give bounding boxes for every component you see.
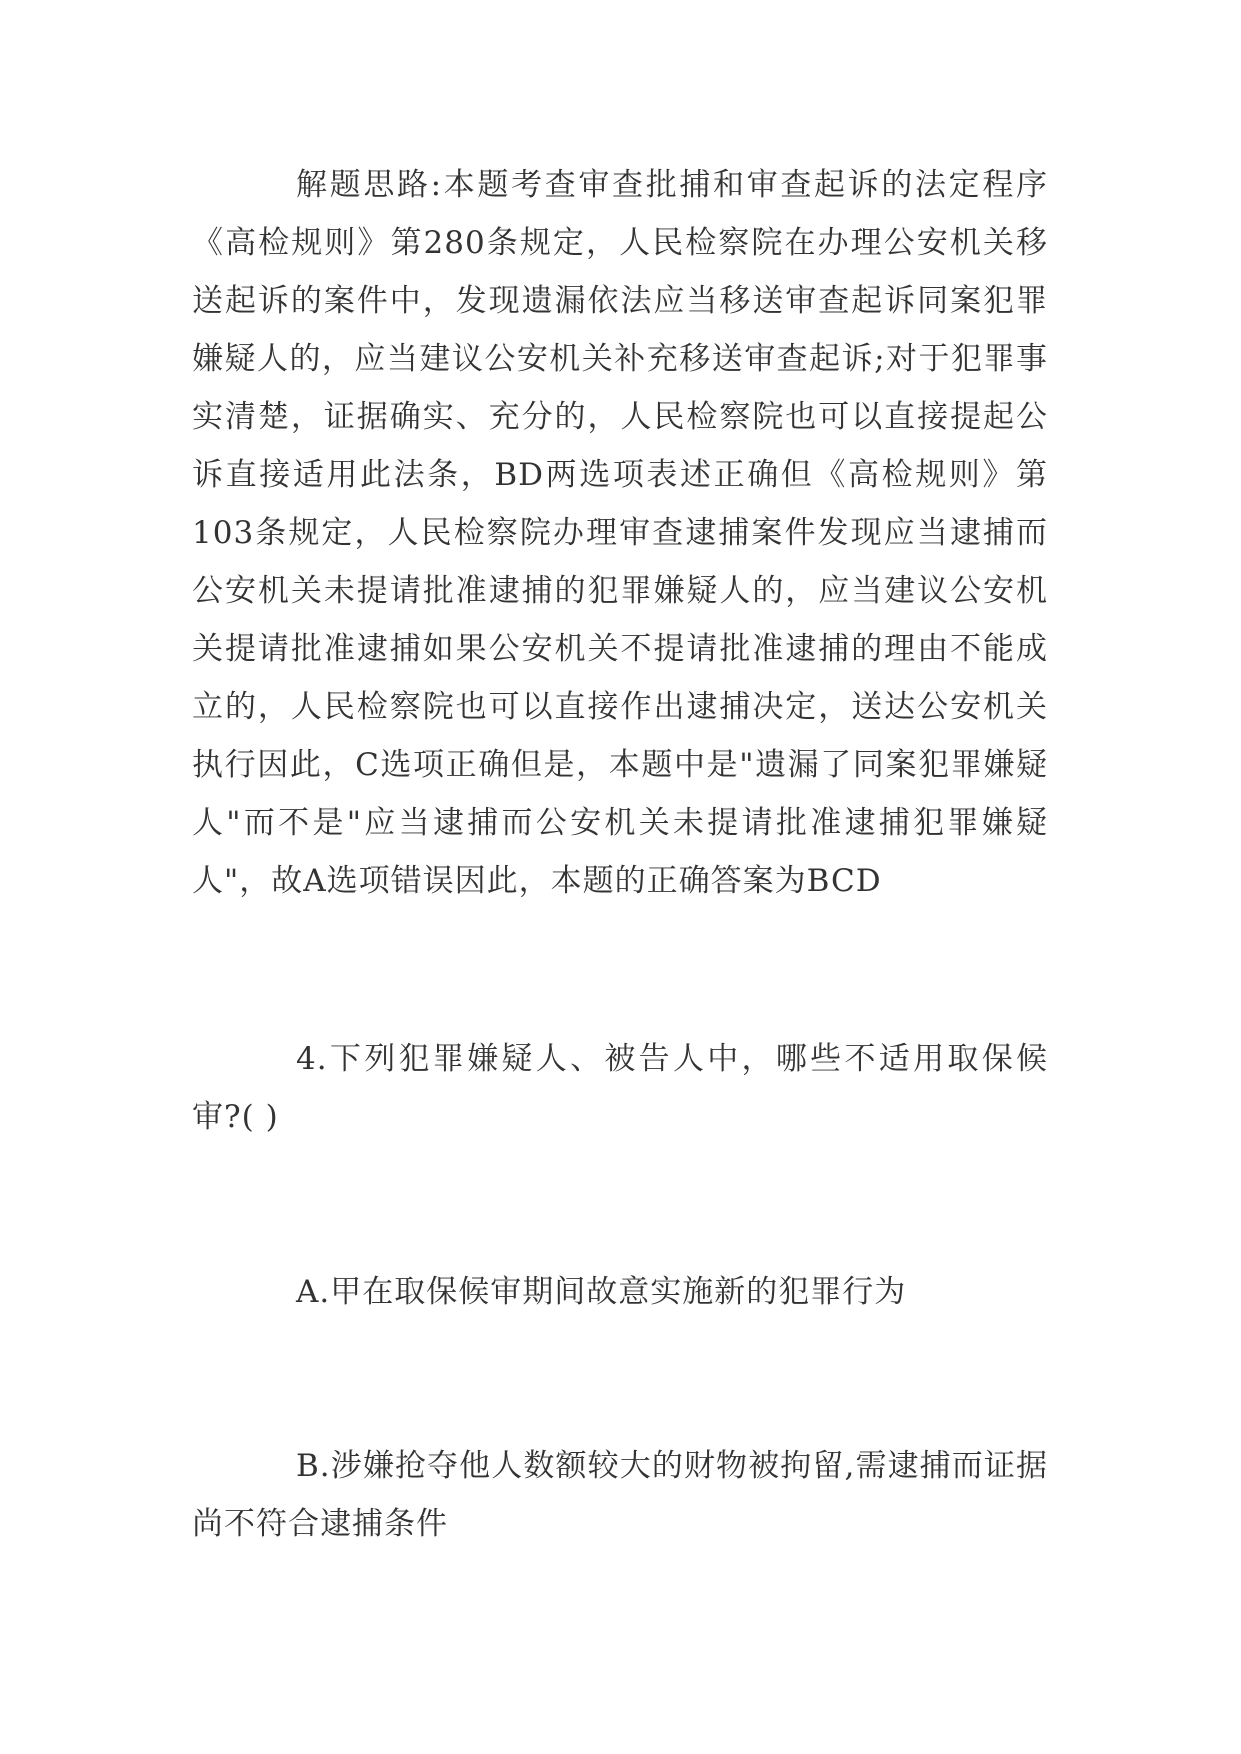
option-b-paragraph: B.涉嫌抢夺他人数额较大的财物被拘留,需逮捕而证据尚不符合逮捕条件 <box>192 1448 1048 1542</box>
option-a-paragraph: A.甲在取保候审期间故意实施新的犯罪行为 <box>296 1274 907 1310</box>
explanation-paragraph: 解题思路:本题考查审查批捕和审查起诉的法定程序《高检规则》第280条规定，人民检察院在办理公安机关移送起诉的案件中，发现遗漏依法应当移送审查起诉同案犯罪嫌疑人的，应当建议公安机关补充移送审查起诉;对于犯罪事实清楚，证据确实、充分的，人民检察院也可以直接提起公诉直接适用此法条，BD两选项表述正确但《高检规则》第103条规定，人民检察院办理审查逮捕案件发现应当逮捕而公安机关未提请批准逮捕的犯罪嫌疑人的，应当建议公安机关提请批准逮捕如果公安机关不提请批准逮捕的理由不能成立的，人民检察院也可以直接作出逮捕决定，送达公安机关执行因此，C选项正确但是，本题中是"遗漏了同案犯罪嫌疑人"而不是"应当逮捕而公安机关未提请批准逮捕犯罪嫌疑人"，故A选项错误因此，本题的正确答案为BCD <box>192 167 1048 899</box>
question-paragraph: 4.下列犯罪嫌疑人、被告人中，哪些不适用取保候审?( ) <box>192 1041 1048 1135</box>
